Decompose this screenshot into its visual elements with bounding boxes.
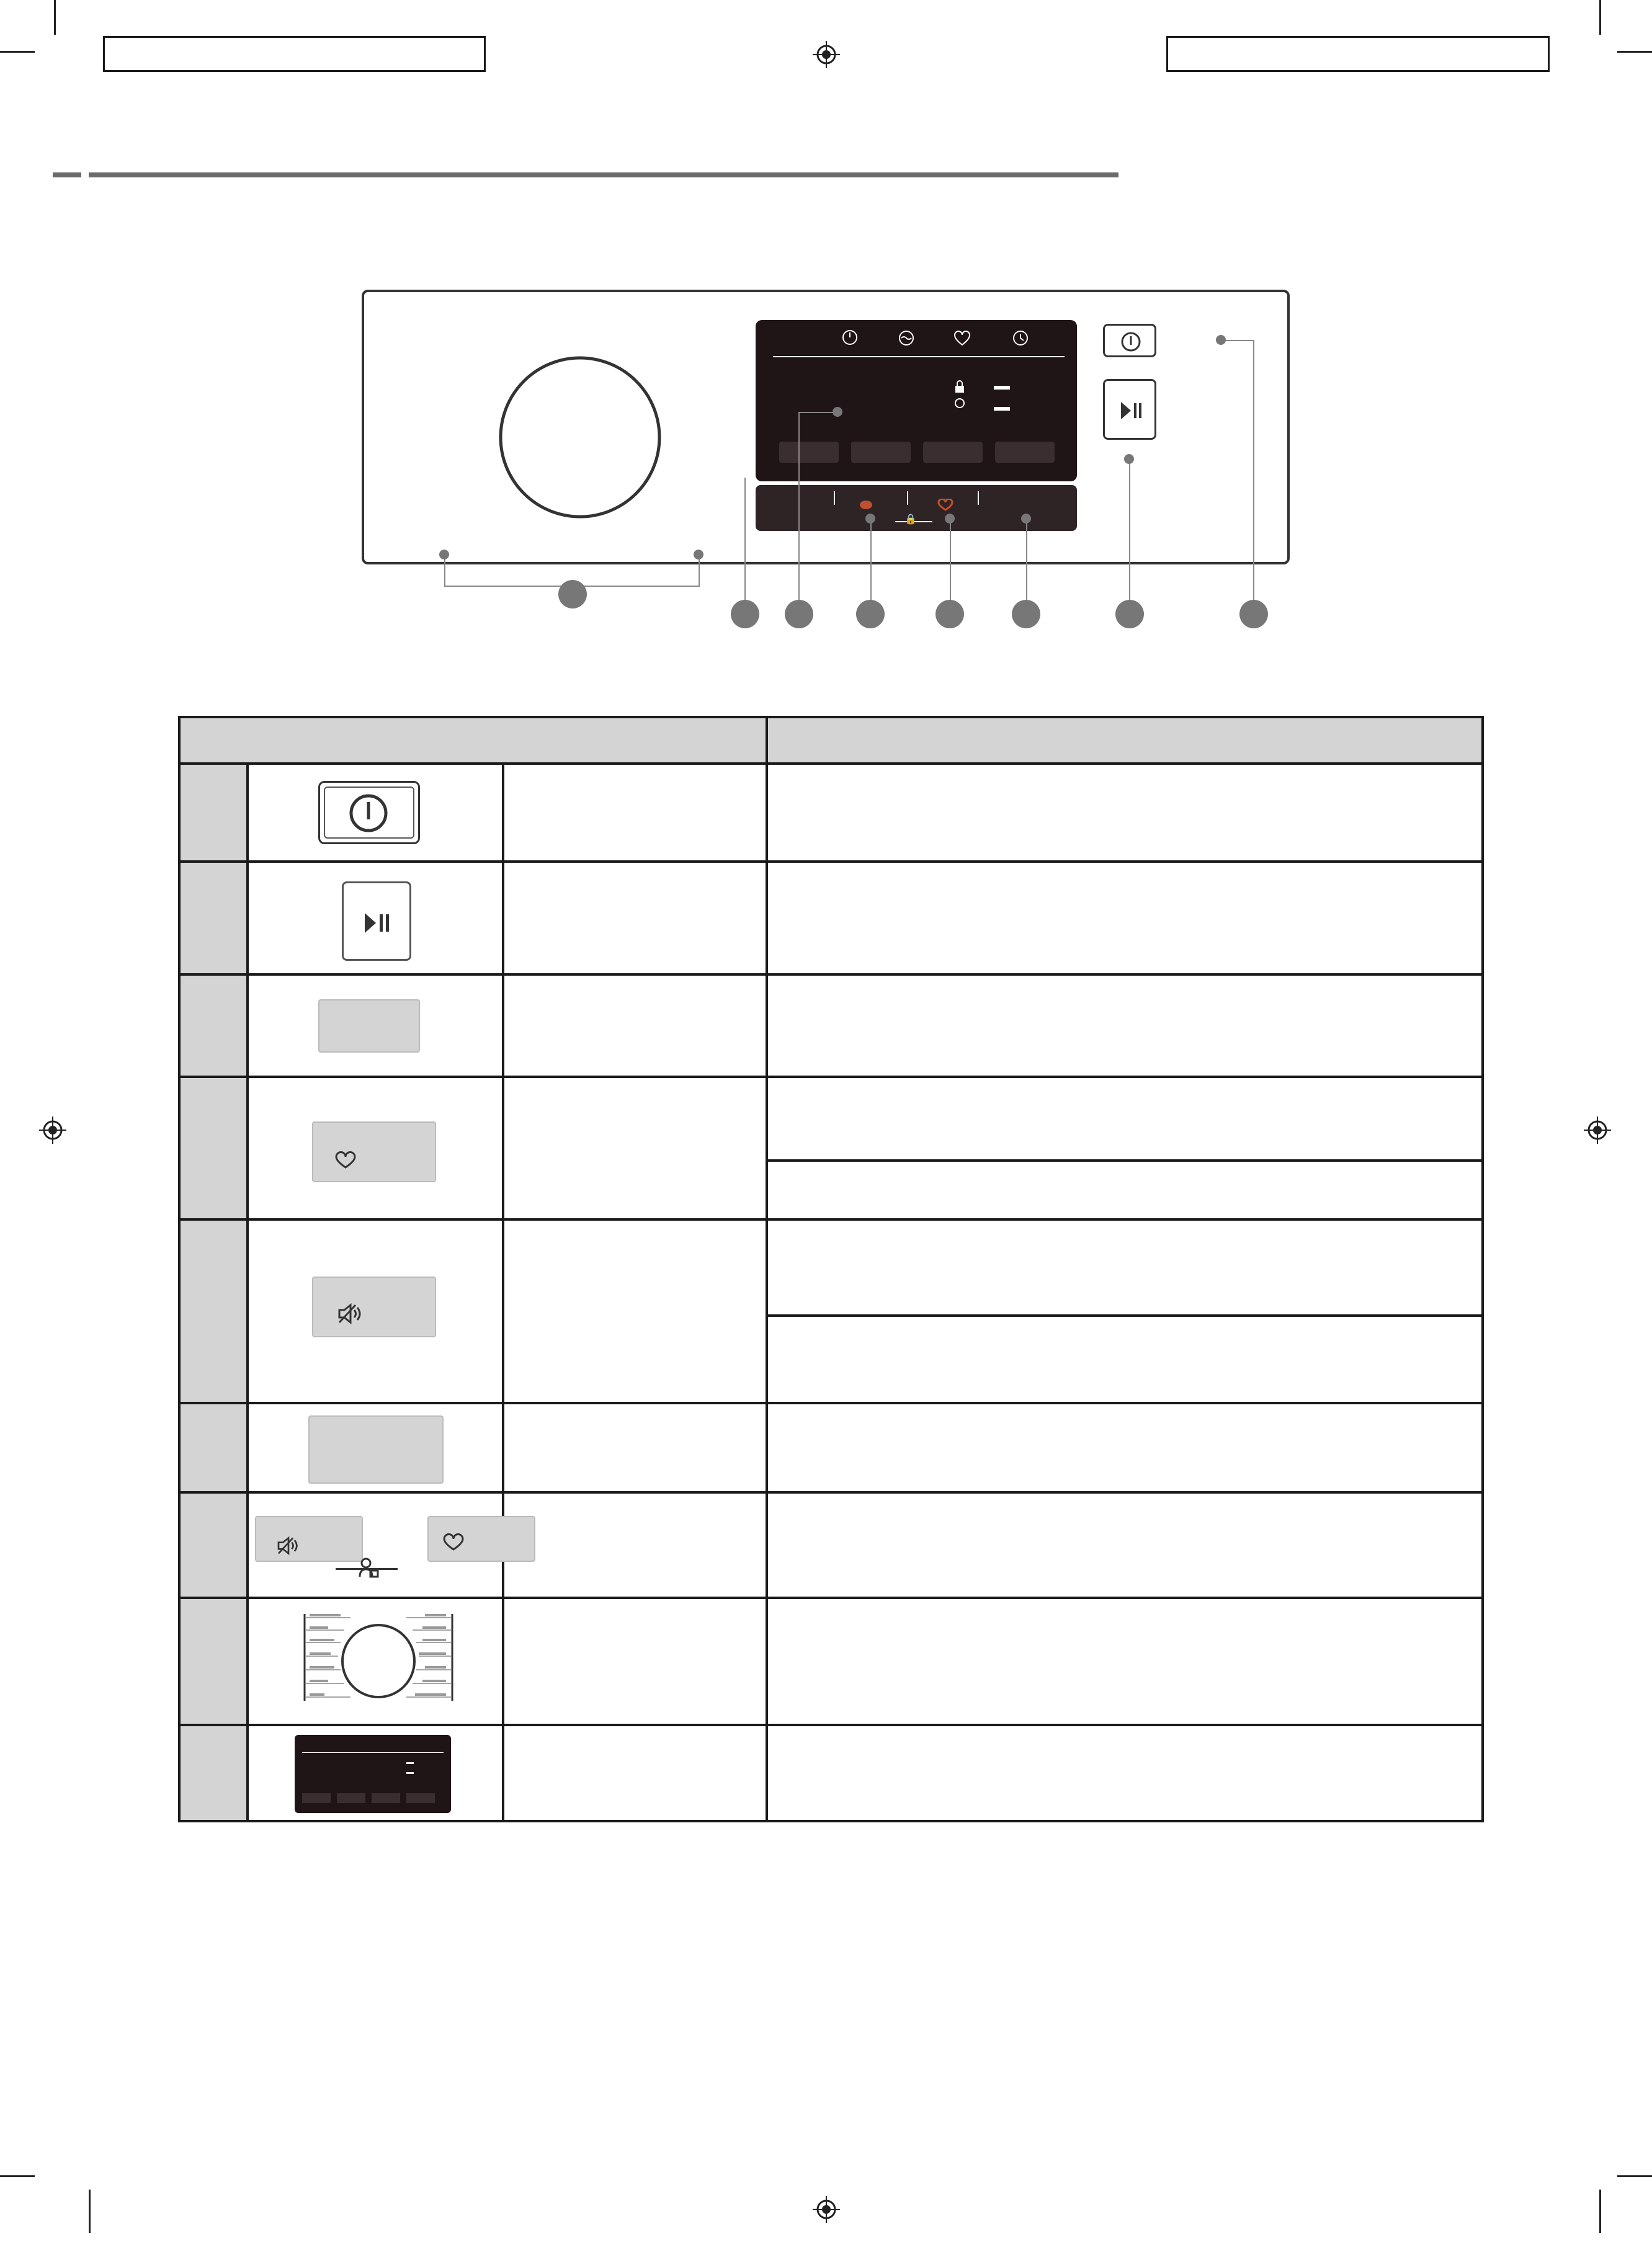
row-name <box>503 1492 767 1598</box>
play-pause-icon <box>362 911 392 935</box>
callout-7 <box>1239 600 1268 628</box>
row-image <box>248 764 503 862</box>
spin-button-image <box>312 1121 436 1182</box>
power-icon <box>1120 331 1141 352</box>
row-image <box>248 1725 503 1821</box>
callout-1 <box>731 600 759 628</box>
row-number <box>179 862 248 974</box>
lock-icon <box>953 380 967 411</box>
registration-mark <box>813 2196 840 2223</box>
row-description <box>767 764 1483 862</box>
function-button[interactable] <box>779 442 839 463</box>
row-description <box>767 1403 1483 1492</box>
header-rule <box>89 172 1118 177</box>
function-button-image <box>318 999 420 1053</box>
power-icon <box>349 793 388 833</box>
program-dial-image <box>301 1609 456 1716</box>
row-number <box>179 1492 248 1598</box>
temperature-button[interactable] <box>923 442 983 463</box>
color-bar <box>1166 36 1550 72</box>
wash-tub-icon <box>897 329 916 347</box>
program-dial-thumbnail <box>301 1609 456 1716</box>
spin-button[interactable] <box>851 442 911 463</box>
header-rule-short <box>53 172 81 177</box>
row-image <box>248 1598 503 1725</box>
row-name <box>503 1598 767 1725</box>
callout-4 <box>935 600 964 628</box>
row-number <box>179 1725 248 1821</box>
mute-icon <box>337 1303 364 1325</box>
row-description <box>767 974 1483 1077</box>
display-button-strip <box>756 485 1077 531</box>
crop-mark <box>1617 2175 1652 2177</box>
row-number <box>179 974 248 1077</box>
row-image <box>248 1077 503 1219</box>
crop-mark <box>1599 2190 1601 2233</box>
row-number <box>179 1598 248 1725</box>
mute-icon <box>276 1536 301 1556</box>
power-button-image <box>318 781 420 844</box>
crop-mark <box>0 2175 35 2177</box>
row-name <box>503 1219 767 1403</box>
heart-icon <box>334 1151 357 1170</box>
crop-mark <box>54 0 56 35</box>
row-image <box>248 1403 503 1492</box>
row-image <box>248 974 503 1077</box>
row-name <box>503 1725 767 1821</box>
row-name <box>503 764 767 862</box>
display-panel <box>756 320 1077 481</box>
panel-start-pause-button[interactable] <box>1103 379 1156 440</box>
row-image <box>248 1219 503 1403</box>
registration-mark <box>1584 1116 1611 1144</box>
callout-6 <box>1115 600 1144 628</box>
callout-3 <box>856 600 885 628</box>
mute-icon <box>857 499 875 511</box>
temperature-button-image <box>312 1277 436 1337</box>
row-number <box>179 764 248 862</box>
row-description <box>767 1725 1483 1821</box>
row-name <box>503 862 767 974</box>
row-image <box>248 1492 503 1598</box>
heart-icon <box>442 1533 465 1552</box>
row-description <box>767 862 1483 974</box>
panel-power-button[interactable] <box>1103 324 1156 357</box>
row-name <box>503 974 767 1077</box>
registration-mark <box>39 1116 66 1144</box>
heart-icon <box>953 330 971 347</box>
row-number <box>179 1219 248 1403</box>
play-pause-icon <box>1118 399 1143 422</box>
row-description <box>767 1161 1483 1219</box>
row-description <box>767 1316 1483 1403</box>
child-lock-icon: 🔒 <box>904 514 917 525</box>
crop-mark <box>89 2190 91 2233</box>
display-image <box>295 1735 451 1813</box>
child-lock-icon <box>358 1557 379 1579</box>
grayscale-bar <box>103 36 486 72</box>
row-name <box>503 1077 767 1219</box>
power-off-memory-icon <box>841 329 859 346</box>
row-description <box>767 1219 1483 1316</box>
delay-timer-button-image <box>308 1415 444 1484</box>
row-description <box>767 1077 1483 1161</box>
program-dial[interactable] <box>490 347 670 527</box>
row-name <box>503 1403 767 1492</box>
registration-mark <box>813 41 840 68</box>
crop-mark <box>1617 51 1652 53</box>
row-number <box>179 1403 248 1492</box>
callout-2 <box>785 600 813 628</box>
mute-button-image <box>255 1516 363 1562</box>
row-number <box>179 1077 248 1219</box>
crop-mark <box>0 51 35 53</box>
row-description <box>767 1598 1483 1725</box>
start-pause-button-image <box>342 881 411 961</box>
spin-button-image <box>427 1516 535 1562</box>
heart-icon <box>937 499 954 511</box>
crop-mark <box>1599 0 1601 35</box>
header-description <box>767 717 1483 764</box>
callout-5 <box>1012 600 1040 628</box>
delay-timer-button[interactable] <box>995 442 1055 463</box>
row-description <box>767 1492 1483 1598</box>
header-button <box>179 717 767 764</box>
callout-dial <box>558 580 587 608</box>
buttons-table <box>178 716 1484 1822</box>
timer-icon <box>1011 329 1030 347</box>
row-image <box>248 862 503 974</box>
